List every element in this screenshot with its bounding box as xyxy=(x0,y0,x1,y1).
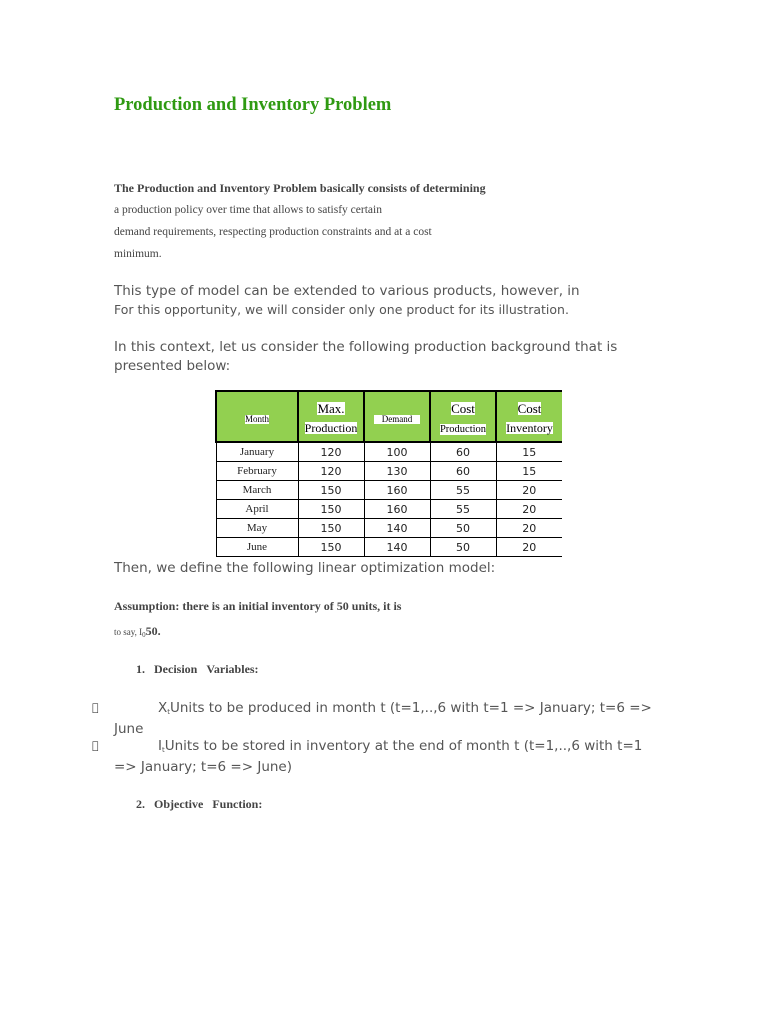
cell-cost-production: 60 xyxy=(430,462,496,481)
cell-cost-production: 55 xyxy=(430,481,496,500)
header-cost-production xyxy=(430,391,496,442)
table-row xyxy=(216,462,562,481)
cell-cost-inventory: 20 xyxy=(496,500,562,519)
cell-cost-production: 50 xyxy=(430,519,496,538)
cell-month: April xyxy=(216,500,298,519)
section-number: 2. xyxy=(136,797,145,811)
header-month-label: Month xyxy=(244,414,269,424)
cell-max-production: 150 xyxy=(298,538,364,557)
para1-line-2: For this opportunity, we will consider only one product for its illustration. xyxy=(114,302,569,317)
header-cost-production-label-1: Cost xyxy=(451,400,475,416)
table-row xyxy=(216,481,562,500)
header-demand xyxy=(364,391,430,442)
variable-i-wrap: => January; t=6 => June) xyxy=(114,759,292,775)
cell-demand: 140 xyxy=(364,538,430,557)
variable-description: Units to be stored in inventory at the end of month t (t=1,..,6 with t=1 xyxy=(164,738,643,754)
header-cost-inventory xyxy=(496,391,562,442)
assumption-line-1: Assumption: there is an initial inventory of 50 units, it is xyxy=(114,599,402,613)
para2-line-2: presented below: xyxy=(114,358,231,374)
variable-i-line xyxy=(158,738,642,754)
cell-cost-inventory: 15 xyxy=(496,462,562,481)
variable-subscript: t xyxy=(161,746,165,754)
bullet-icon xyxy=(92,701,99,714)
cell-month: May xyxy=(216,519,298,538)
variable-symbol: X xyxy=(158,700,168,716)
variable-description: Units to be produced in month t (t=1,..,6 with t=1 => January; t=6 => xyxy=(170,700,652,716)
header-max-label-1: Max. xyxy=(317,400,345,416)
table-header-row xyxy=(216,391,562,442)
para1-line-1: This type of model can be extended to various products, however, in xyxy=(114,283,580,299)
cell-month: January xyxy=(216,442,298,462)
intro-line-3: demand requirements, respecting production constraints and at a cost xyxy=(114,226,432,238)
section-title: Decision Variables: xyxy=(154,662,259,676)
cell-cost-inventory: 20 xyxy=(496,519,562,538)
cell-max-production: 150 xyxy=(298,481,364,500)
table-row xyxy=(216,500,562,519)
variable-x-line xyxy=(158,700,652,716)
cell-demand: 160 xyxy=(364,500,430,519)
then-text: Then, we define the following linear optimization model: xyxy=(114,560,496,576)
cell-demand: 160 xyxy=(364,481,430,500)
intro-line-4: minimum. xyxy=(114,248,162,260)
page-title: Production and Inventory Problem xyxy=(114,95,392,115)
section-number: 1. xyxy=(136,662,145,676)
intro-line-2: a production policy over time that allows to satisfy certain xyxy=(114,204,382,216)
cell-cost-inventory: 20 xyxy=(496,538,562,557)
header-month xyxy=(216,391,298,442)
cell-cost-production: 60 xyxy=(430,442,496,462)
variable-subscript: t xyxy=(167,708,170,716)
assumption-value: 50. xyxy=(145,624,161,638)
header-demand-label: Demand xyxy=(374,415,421,424)
header-cost-inventory-label-2: Inventory xyxy=(506,420,553,435)
cell-max-production: 120 xyxy=(298,442,364,462)
cell-month: February xyxy=(216,462,298,481)
variable-symbol: I xyxy=(158,738,162,754)
cell-cost-production: 50 xyxy=(430,538,496,557)
header-max-label-2: Production xyxy=(304,420,358,435)
cell-max-production: 150 xyxy=(298,500,364,519)
header-cost-inventory-label-1: Cost xyxy=(517,400,542,416)
table-row xyxy=(216,519,562,538)
assumption-prefix: to say, I xyxy=(114,627,143,637)
bullet-icon xyxy=(92,739,99,752)
cell-cost-production: 55 xyxy=(430,500,496,519)
assumption-subscript: 0 xyxy=(142,631,146,639)
variable-x-wrap: June xyxy=(114,721,144,737)
cell-cost-inventory: 20 xyxy=(496,481,562,500)
para2-line-1: In this context, let us consider the following production background that is xyxy=(114,339,618,355)
production-table xyxy=(215,390,562,557)
cell-max-production: 120 xyxy=(298,462,364,481)
intro-line-1: The Production and Inventory Problem basically consists of determining xyxy=(114,181,486,195)
cell-demand: 100 xyxy=(364,442,430,462)
header-cost-production-label-2: Production xyxy=(439,423,487,435)
section-objective-function xyxy=(136,797,262,812)
cell-demand: 130 xyxy=(364,462,430,481)
section-title: Objective Function: xyxy=(154,797,263,811)
header-max-production xyxy=(298,391,364,442)
table-row xyxy=(216,442,562,462)
section-decision-variables xyxy=(136,662,259,677)
assumption-line-2 xyxy=(114,622,161,640)
table-row xyxy=(216,538,562,557)
cell-cost-inventory: 15 xyxy=(496,442,562,462)
cell-month: March xyxy=(216,481,298,500)
cell-max-production: 150 xyxy=(298,519,364,538)
cell-demand: 140 xyxy=(364,519,430,538)
cell-month: June xyxy=(216,538,298,557)
